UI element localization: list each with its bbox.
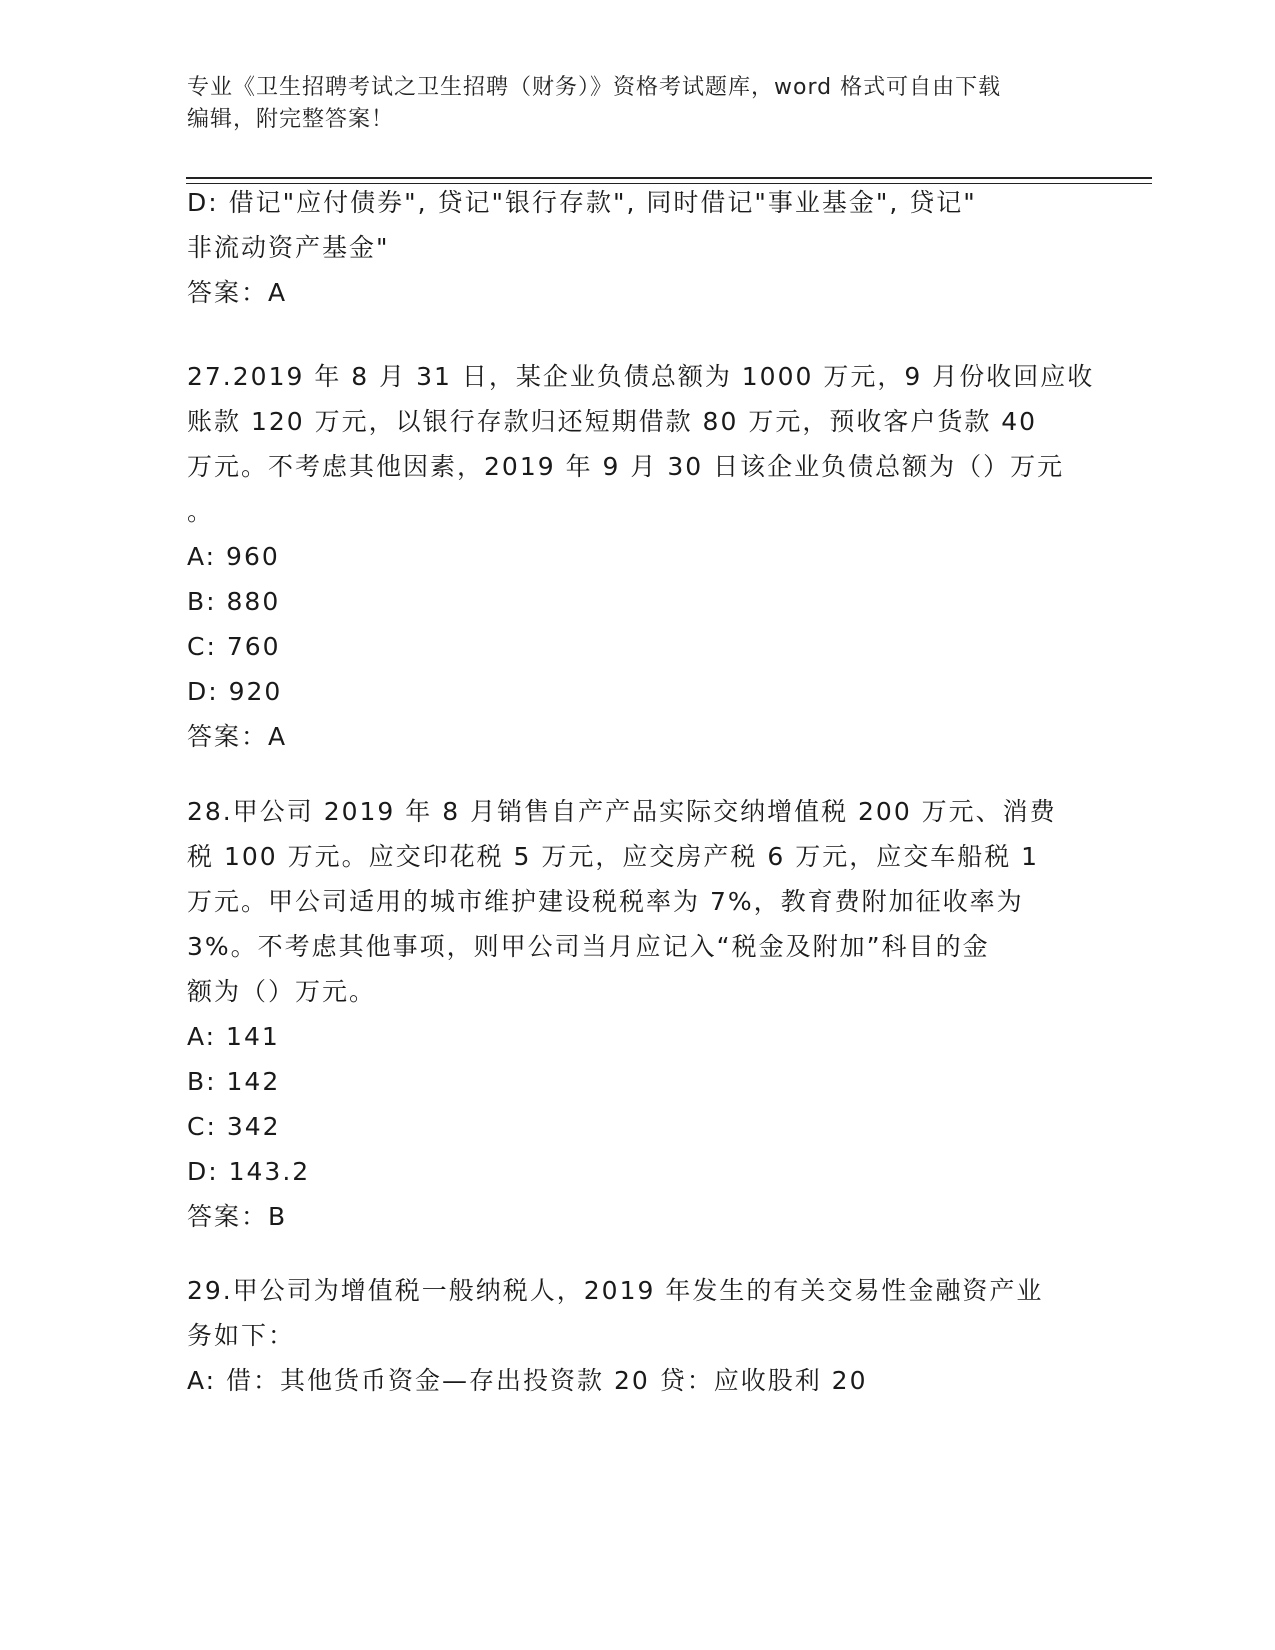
answer-value: A [268, 722, 288, 751]
question-29-option-a: A: 借：其他货币资金—存出投资款 20 贷：应收股利 20 [187, 1366, 868, 1395]
prev-option-d-line1: D: 借记"应付债券", 贷记"银行存款", 同时借记"事业基金", 贷记" [187, 188, 977, 217]
header-line-1: 专业《卫生招聘考试之卫生招聘（财务）》资格考试题库，word 格式可自由下载 [187, 75, 1002, 100]
question-27-line1: 27.2019 年 8 月 31 日，某企业负债总额为 1000 万元，9 月份收回应收 [187, 362, 1095, 391]
question-27-line3: 万元。不考虑其他因素，2019 年 9 月 30 日该企业负债总额为（）万元 [187, 452, 1065, 481]
question-27-option-c: C: 760 [187, 632, 281, 661]
answer-label: 答案： [187, 278, 269, 307]
question-28-option-c: C: 342 [187, 1112, 281, 1141]
header-divider-thick [186, 177, 1152, 179]
prev-question-tail [187, 180, 1087, 315]
answer-label: 答案： [187, 1202, 269, 1231]
question-29-line2: 务如下： [187, 1321, 296, 1350]
question-28-line2: 税 100 万元。应交印花税 5 万元，应交房产税 6 万元，应交车船税 1 [187, 842, 1040, 871]
question-27-line2: 账款 120 万元，以银行存款归还短期借款 80 万元，预收客户货款 40 [187, 407, 1038, 436]
question-28-answer [187, 1194, 1087, 1239]
question-27-answer [187, 714, 1087, 759]
question-27 [187, 354, 1095, 759]
question-29 [187, 1268, 1087, 1403]
question-29-line1: 29.甲公司为增值税一般纳税人，2019 年发生的有关交易性金融资产业 [187, 1276, 1044, 1305]
question-28-line5: 额为（）万元。 [187, 977, 377, 1006]
question-28 [187, 789, 1087, 1239]
header-line-2: 编辑，附完整答案！ [187, 107, 395, 132]
question-28-line3: 万元。甲公司适用的城市维护建设税税率为 7%，教育费附加征收率为 [187, 887, 1024, 916]
question-28-line4: 3%。不考虑其他事项，则甲公司当月应记入“税金及附加”科目的金 [187, 932, 990, 961]
answer-value: A [268, 278, 288, 307]
document-header [187, 72, 1087, 136]
prev-answer [187, 270, 1087, 315]
prev-option-d-line2: 非流动资产基金" [187, 233, 390, 262]
answer-value: B [268, 1202, 288, 1231]
question-27-option-d: D: 920 [187, 677, 283, 706]
question-28-option-a: A: 141 [187, 1022, 280, 1051]
question-28-option-d: D: 143.2 [187, 1157, 311, 1186]
question-27-option-b: B: 880 [187, 587, 281, 616]
question-27-line4: 。 [187, 497, 215, 526]
answer-label: 答案： [187, 722, 269, 751]
question-28-line1: 28.甲公司 2019 年 8 月销售自产产品实际交纳增值税 200 万元、消费 [187, 797, 1057, 826]
question-28-option-b: B: 142 [187, 1067, 281, 1096]
question-27-option-a: A: 960 [187, 542, 280, 571]
